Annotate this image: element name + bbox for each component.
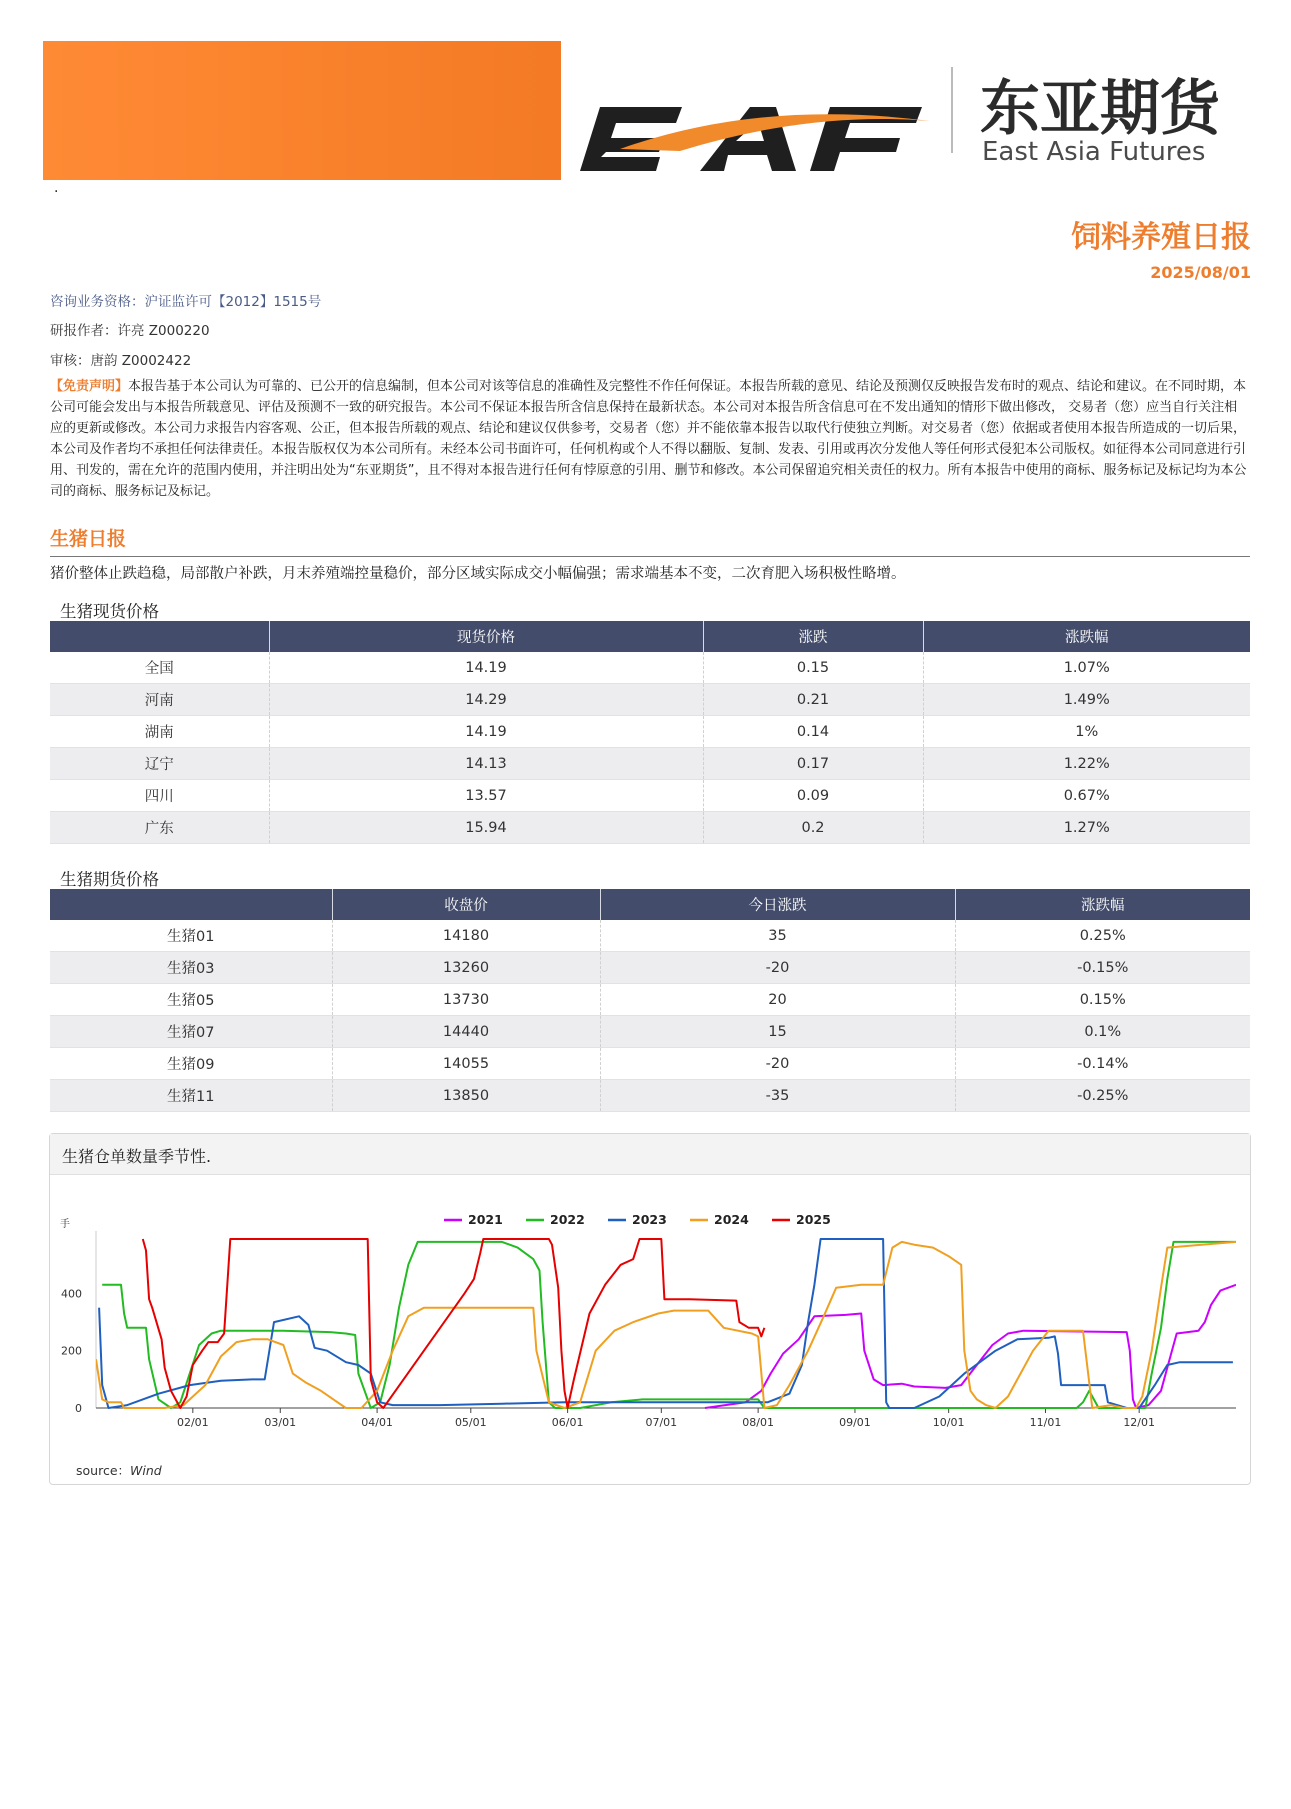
table-cell: 0.21 (703, 684, 923, 716)
legend-label-2025: 2025 (796, 1212, 831, 1227)
table-cell: -35 (600, 1080, 955, 1112)
section-summary: 猪价整体止跌趋稳，局部散户补跌，月末养殖端控量稳价，部分区域实际成交小幅偏强；需求端基本不变，二次育肥入场积极性略增。 (50, 566, 906, 582)
x-tick-label: 02/01 (176, 1416, 209, 1429)
table-row (50, 1016, 1250, 1048)
table-cell: 生猪09 (50, 1048, 332, 1080)
table-cell: 四川 (50, 780, 269, 812)
eaf-logo-graphic (560, 41, 1260, 180)
table-cell: 0.1% (955, 1016, 1250, 1048)
table-cell: 14.13 (269, 748, 703, 780)
table-cell: 0.15% (955, 984, 1250, 1016)
x-tick-label: 03/01 (264, 1416, 297, 1429)
source-value: Wind (130, 1463, 162, 1478)
header-cell: 涨跌幅 (955, 889, 1250, 920)
y-tick-label: 0 (75, 1402, 82, 1415)
table-cell: 生猪07 (50, 1016, 332, 1048)
table-row (50, 1080, 1250, 1112)
table-row (50, 812, 1250, 844)
x-tick-label: 10/01 (932, 1416, 965, 1429)
table-cell: 生猪03 (50, 952, 332, 984)
table-cell: 1.22% (923, 748, 1250, 780)
table-row (50, 652, 1250, 684)
table-cell: 辽宁 (50, 748, 269, 780)
x-tick-label: 06/01 (551, 1416, 584, 1429)
table-cell: 0.09 (703, 780, 923, 812)
y-tick-label: 200 (61, 1344, 82, 1358)
chart-header (50, 1134, 1250, 1175)
x-tick-label: 08/01 (742, 1416, 774, 1429)
chart-legend (444, 1212, 831, 1227)
header-cell: 今日涨跌 (600, 889, 955, 920)
table-cell: -0.15% (955, 952, 1250, 984)
table-cell: 生猪05 (50, 984, 332, 1016)
table-cell: 13730 (332, 984, 600, 1016)
x-tick-label: 04/01 (361, 1416, 393, 1429)
table-cell: 15.94 (269, 812, 703, 844)
y-axis-unit-label: 手 (60, 1219, 70, 1230)
x-tick-label: 09/01 (839, 1416, 871, 1429)
header-cell: 现货价格 (269, 621, 703, 652)
table-cell: -0.14% (955, 1048, 1250, 1080)
spot-table-caption: 生猪现货价格 (60, 602, 159, 621)
seasonal-line-chart (50, 1175, 1248, 1460)
disclaimer-tag: 【免责声明】 (50, 379, 129, 394)
section-title: 生猪日报 (50, 528, 127, 550)
table-row (50, 984, 1250, 1016)
table-row (50, 920, 1250, 952)
legend-label-2022: 2022 (550, 1212, 585, 1227)
table-cell: -20 (600, 952, 955, 984)
chart-series (96, 1239, 1236, 1408)
table-cell: 15 (600, 1016, 955, 1048)
disclaimer-text: 本报告基于本公司认为可靠的、已公开的信息编制，但本公司对该等信息的准确性及完整性不作任何保证。本报告所载的意见、结论及预测仅反映报告发布时的观点、结论和建议。在不同时期，本公司可能会发出与本报告所载意见、评估及预测不一致的研究报告。本公司不保证本报告所含信息保持在最新状态。本公司对本报告所含信息可在不发出通知的情形下做出修改， 交易者（您）应当自行关注相应的更新或修改。本公司力求报告内容客观、公正，但本报告所载的观点、结论和建议仅供参考，交易者（您）并不能依靠本报告以取代行使独立判断。对交易者（您）依据或者使用本报告所造成的一切后果，本公司及作者均不承担任何法律责任。本报告版权仅为本公司所有。未经本公司书面许可，任何机构或个人不得以翻版、复制、发表、引用或再次分发他人等任何形式侵犯本公司版权。如征得本公司同意进行引用、刊发的，需在允许的范围内使用，并注明出处为“东亚期货”，且不得对本报告进行任何有悖原意的引用、删节和修改。本公司保留追究相关责任的权力。所有本报告中使用的商标、服务标记及标记均为本公司的商标、服务标记及标记。 (50, 379, 1247, 499)
series-line-2022 (102, 1242, 1236, 1408)
y-tick-label: 400 (61, 1287, 82, 1301)
table-cell: 13260 (332, 952, 600, 984)
table-cell: 广东 (50, 812, 269, 844)
series-line-2023 (99, 1239, 1233, 1408)
table-cell: 20 (600, 984, 955, 1016)
x-tick-label: 07/01 (645, 1416, 678, 1429)
table-cell: 1.27% (923, 812, 1250, 844)
x-tick-label: 11/01 (1029, 1416, 1062, 1429)
chart-title: 生猪仓单数量季节性. (62, 1147, 212, 1166)
spot-price-table (50, 621, 1250, 844)
table-cell: 14.19 (269, 652, 703, 684)
disclaimer (50, 376, 1250, 502)
legend-label-2021: 2021 (468, 1212, 503, 1227)
header-cell: 涨跌 (703, 621, 923, 652)
table-cell: 生猪11 (50, 1080, 332, 1112)
header-banner (43, 41, 561, 180)
table-cell: -0.25% (955, 1080, 1250, 1112)
table-cell: 35 (600, 920, 955, 952)
table-cell: 13.57 (269, 780, 703, 812)
header-cell: 涨跌幅 (923, 621, 1250, 652)
table-cell: 14440 (332, 1016, 600, 1048)
source-label: source： (76, 1463, 131, 1478)
header-cell: 收盘价 (332, 889, 600, 920)
table-row (50, 952, 1250, 984)
table-row (50, 1048, 1250, 1080)
table-cell: 1.49% (923, 684, 1250, 716)
table-cell: 0.15 (703, 652, 923, 684)
brand-cn-text: 东亚期货 (980, 74, 1220, 144)
table-cell: 0.25% (955, 920, 1250, 952)
table-cell: 湖南 (50, 716, 269, 748)
legend-label-2023: 2023 (632, 1212, 667, 1227)
chart-source (76, 1461, 162, 1479)
series-line-2024 (96, 1242, 1236, 1408)
legend-label-2024: 2024 (714, 1212, 749, 1227)
table-cell: 全国 (50, 652, 269, 684)
company-logo (560, 41, 1260, 180)
table-cell: 1% (923, 716, 1250, 748)
table-cell: 0.17 (703, 748, 923, 780)
header-cell (50, 621, 269, 652)
header-dot: . (54, 180, 59, 196)
author-line: 研报作者：许亮 Z000220 (50, 323, 210, 339)
license-line: 咨询业务资格：沪证监许可【2012】1515号 (50, 294, 322, 310)
review-line: 审核：唐韵 Z0002422 (50, 353, 192, 369)
report-title: 饲料养殖日报 (1071, 220, 1251, 255)
table-cell: 14.19 (269, 716, 703, 748)
chart-card (49, 1133, 1251, 1485)
table-cell: 生猪01 (50, 920, 332, 952)
report-date: 2025/08/01 (1150, 263, 1251, 282)
table-row (50, 716, 1250, 748)
futures-price-table (50, 889, 1250, 1112)
futures-table-caption: 生猪期货价格 (60, 870, 159, 889)
table-row (50, 684, 1250, 716)
header-cell (50, 889, 332, 920)
chart-axes (60, 1218, 1236, 1429)
table-header-row (50, 889, 1250, 920)
table-cell: -20 (600, 1048, 955, 1080)
series-line-2025 (143, 1239, 765, 1408)
x-tick-label: 05/01 (454, 1416, 487, 1429)
table-header-row (50, 621, 1250, 652)
table-cell: 0.14 (703, 716, 923, 748)
table-row (50, 748, 1250, 780)
table-cell: 1.07% (923, 652, 1250, 684)
brand-en-text: East Asia Futures (982, 137, 1206, 167)
table-cell: 13850 (332, 1080, 600, 1112)
table-cell: 河南 (50, 684, 269, 716)
table-cell: 14.29 (269, 684, 703, 716)
table-cell: 14055 (332, 1048, 600, 1080)
table-cell: 0.2 (703, 812, 923, 844)
table-cell: 14180 (332, 920, 600, 952)
section-divider (50, 556, 1250, 557)
table-row (50, 780, 1250, 812)
x-tick-label: 12/01 (1123, 1416, 1156, 1429)
table-cell: 0.67% (923, 780, 1250, 812)
